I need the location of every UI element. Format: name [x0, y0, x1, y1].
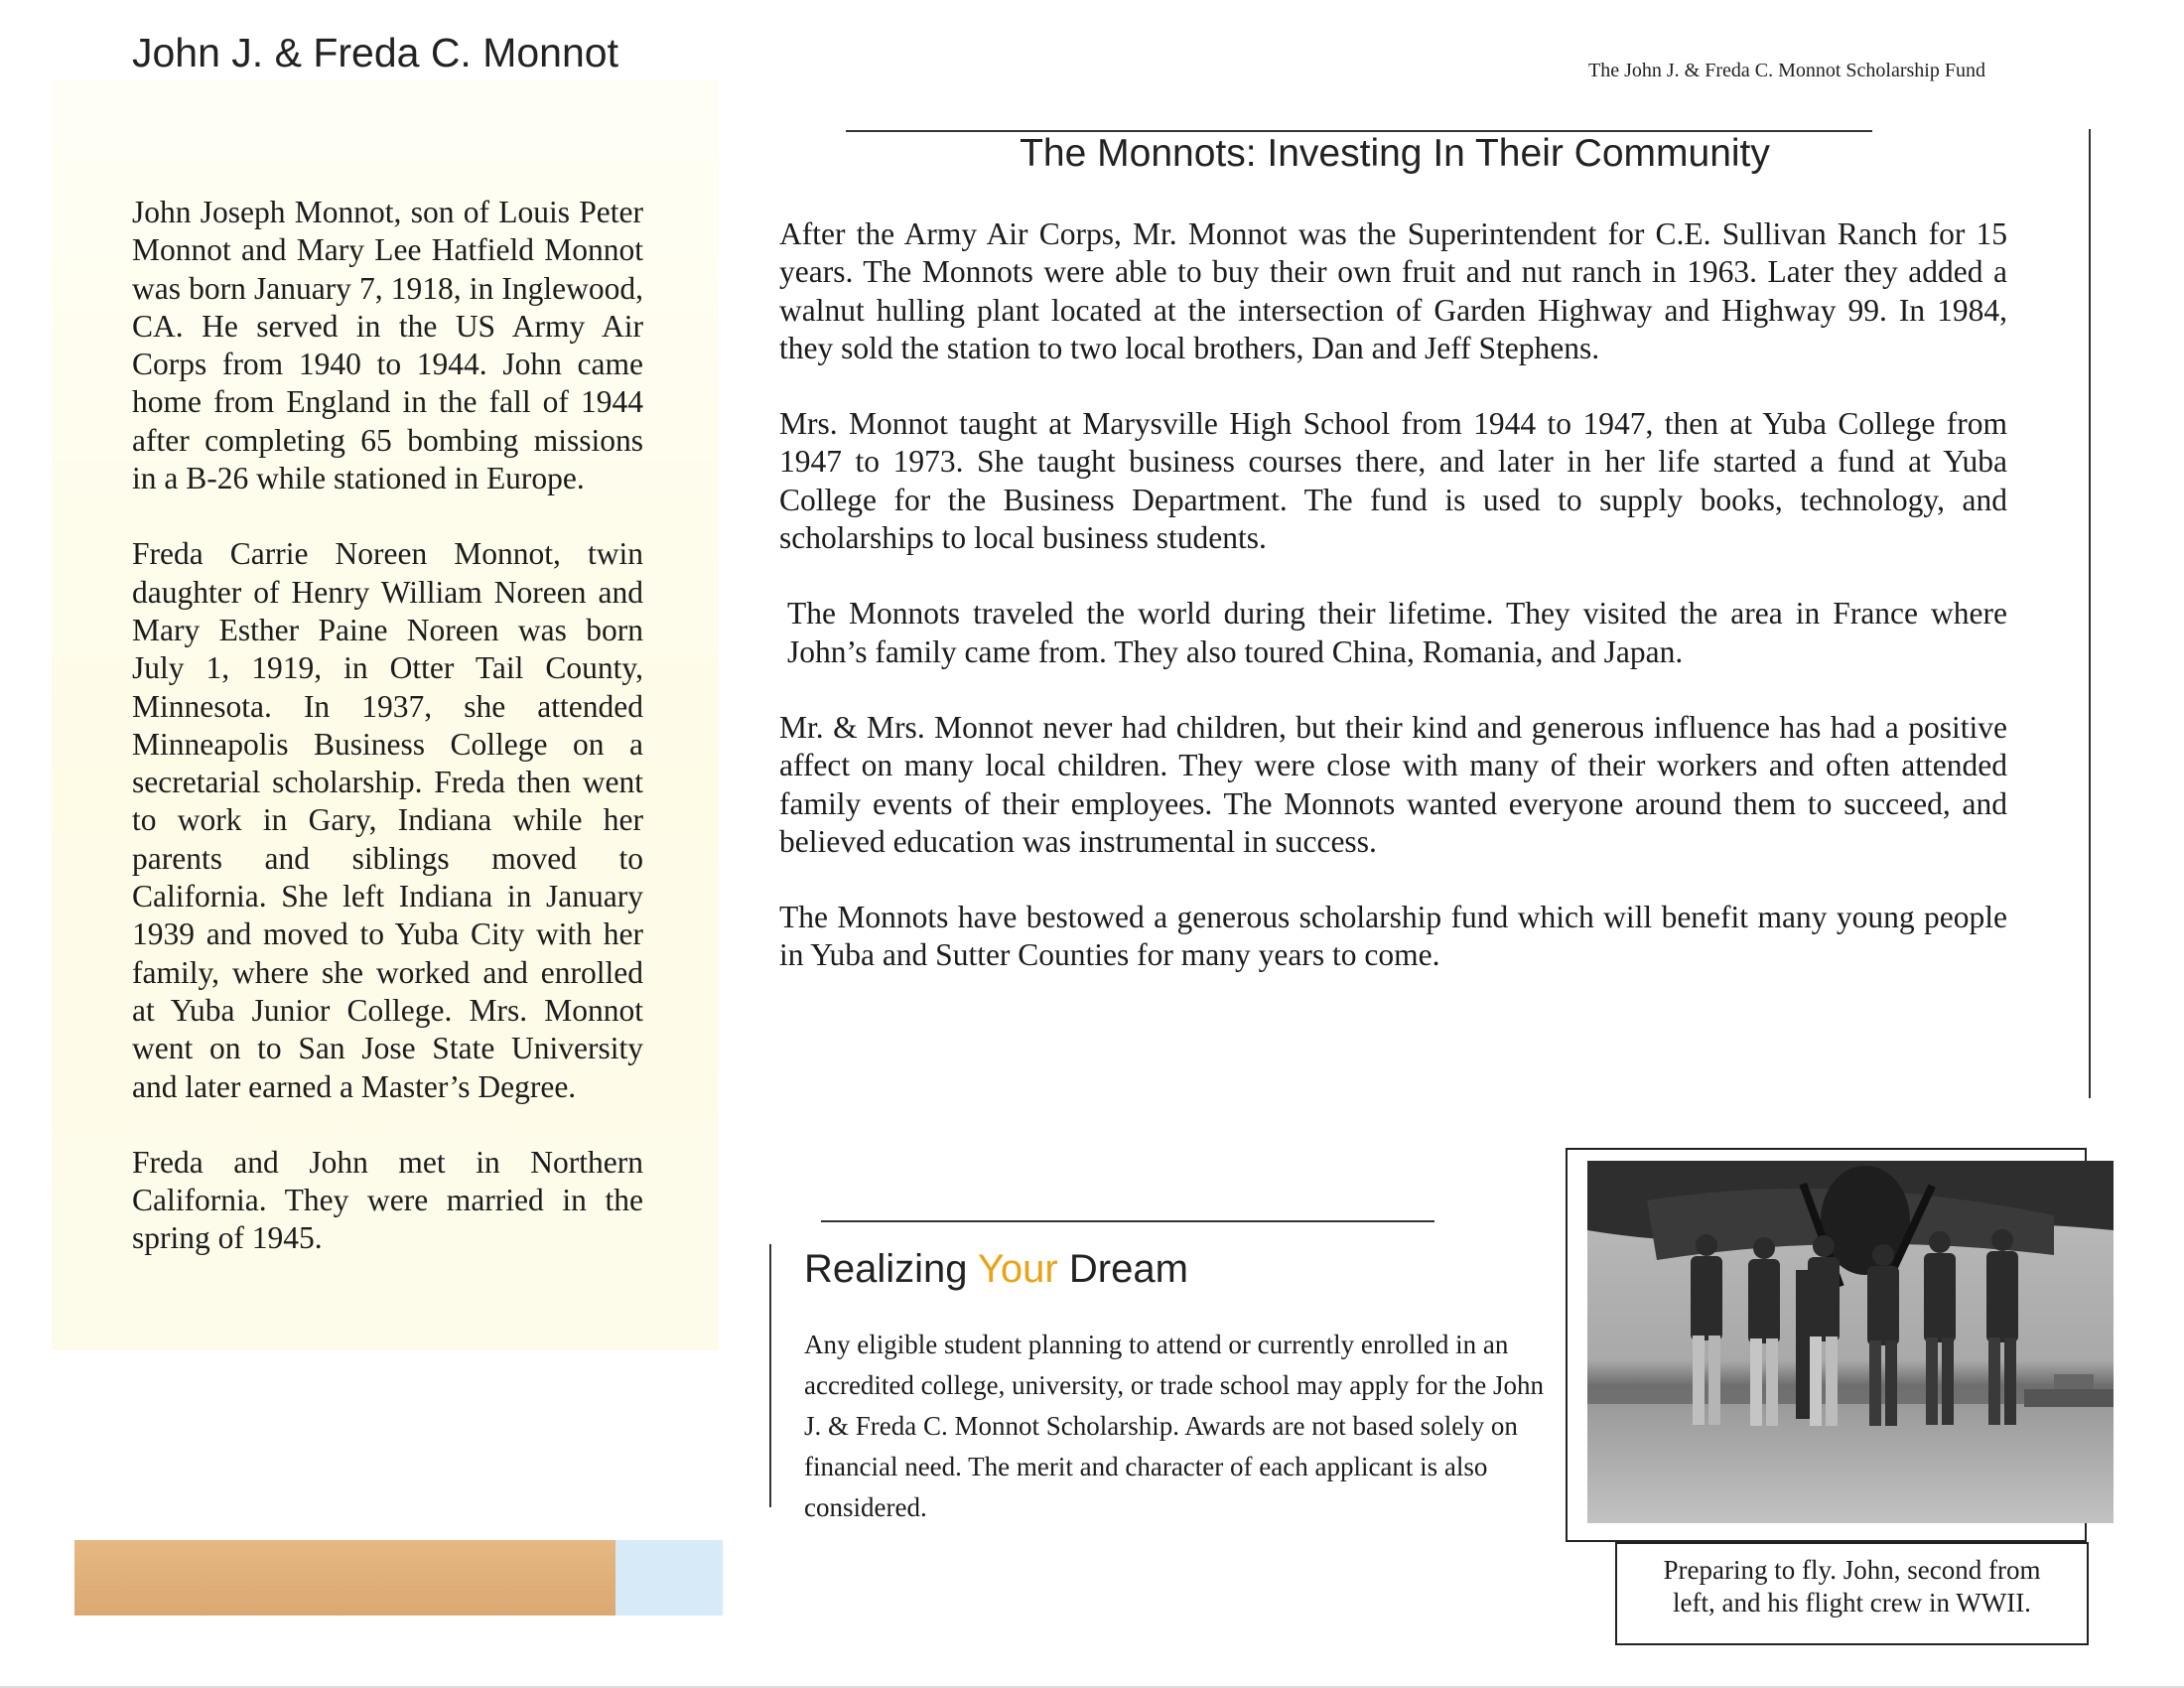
- photo-caption: [1617, 1554, 2087, 1619]
- dream-description: Any eligible student planning to attend or currently enrolled in an accredited college, university, or trade school may apply for the John J. & Freda C. Monnot Scholarship. Awards are not based solely on financial need. The merit and character of each applicant is also considered.: [804, 1330, 1544, 1522]
- decorative-orange-bar: [74, 1540, 615, 1616]
- caption-line-2: left, and his flight crew in WWII.: [1673, 1588, 2031, 1618]
- right-divider-line: [2089, 129, 2091, 1098]
- biography-paragraph-freda: Freda Carrie Noreen Monnot, twin daughter of Henry William Noreen and Mary Esther Paine Noreen was born July 1, 1919, in Otter Tail County, Minnesota. In 1937, she attended Minneapolis Business College on a secretarial scholarship. Freda then went to work in Gary, Indiana while her parents and siblings moved to California. She left Indiana in January 1939 and moved to Yuba City with her family, where she worked and enrolled at Yuba Junior College. Mrs. Monnot went on to San Jose State University and later earned a Master’s Degree.: [132, 536, 643, 1104]
- dream-title-part2: Dream: [1057, 1247, 1188, 1291]
- dream-title-accent: Your: [977, 1247, 1058, 1291]
- caption-line-1: Preparing to fly. John, second from: [1663, 1555, 2041, 1585]
- photo-frame: [1566, 1148, 2087, 1542]
- main-section-title: The Monnots: Investing In Their Community: [1020, 132, 1770, 175]
- flight-crew-photo: [1587, 1161, 2114, 1523]
- header-fund-name: The John J. & Freda C. Monnot Scholarship Fund: [1588, 60, 1985, 81]
- article-paragraph-teaching: Mrs. Monnot taught at Marysville High School from 1944 to 1947, then at Yuba College from 1947 to 1973. She taught business courses there, and later in her life started a fund at Yuba College for the Business Department. The fund is used to supply books, technology, and scholarships to local business students.: [779, 406, 2007, 556]
- dream-section-title: [804, 1247, 1188, 1292]
- dream-divider-line: [769, 1244, 771, 1507]
- biography-column: [132, 194, 643, 1296]
- dream-title-part1: Realizing: [804, 1247, 978, 1291]
- photo-caption-box: [1615, 1542, 2089, 1645]
- dream-rule: [821, 1220, 1434, 1222]
- article-paragraph-scholarship: The Monnots have bestowed a generous scholarship fund which will benefit many young people in Yuba and Sutter Counties for many years to come.: [779, 900, 2007, 973]
- article-paragraph-travel: The Monnots traveled the world during their lifetime. They visited the area in France where John’s family came from. They also toured China, Romania, and Japan.: [787, 596, 2007, 669]
- biography-paragraph-marriage: Freda and John met in Northern California. They were married in the spring of 1945.: [132, 1144, 643, 1256]
- left-title: John J. & Freda C. Monnot: [132, 30, 618, 75]
- community-article: [779, 215, 2007, 1013]
- decorative-blue-bar: [615, 1540, 723, 1616]
- article-paragraph-ranch: After the Army Air Corps, Mr. Monnot was the Superintendent for C.E. Sullivan Ranch for 15 years. The Monnots were able to buy their own fruit and nut ranch in 1963. Later they added a walnut hulling plant located at the intersection of Garden Highway and Highway 99. In 1984, they sold the station to two local brothers, Dan and Jeff Stephens.: [779, 216, 2007, 365]
- biography-paragraph-john: John Joseph Monnot, son of Louis Peter Monnot and Mary Lee Hatfield Monnot was born January 7, 1918, in Inglewood, CA. He served in the US Army Air Corps from 1940 to 1944. John came home from England in the fall of 1944 after completing 65 bombing missions in a B-26 while stationed in Europe.: [132, 195, 643, 496]
- article-paragraph-influence: Mr. & Mrs. Monnot never had children, but their kind and generous influence has had a positive affect on many local children. They were close with many of their workers and often attended family events of their employees. The Monnots wanted everyone around them to succeed, and believed education was instrumental in success.: [779, 709, 2007, 859]
